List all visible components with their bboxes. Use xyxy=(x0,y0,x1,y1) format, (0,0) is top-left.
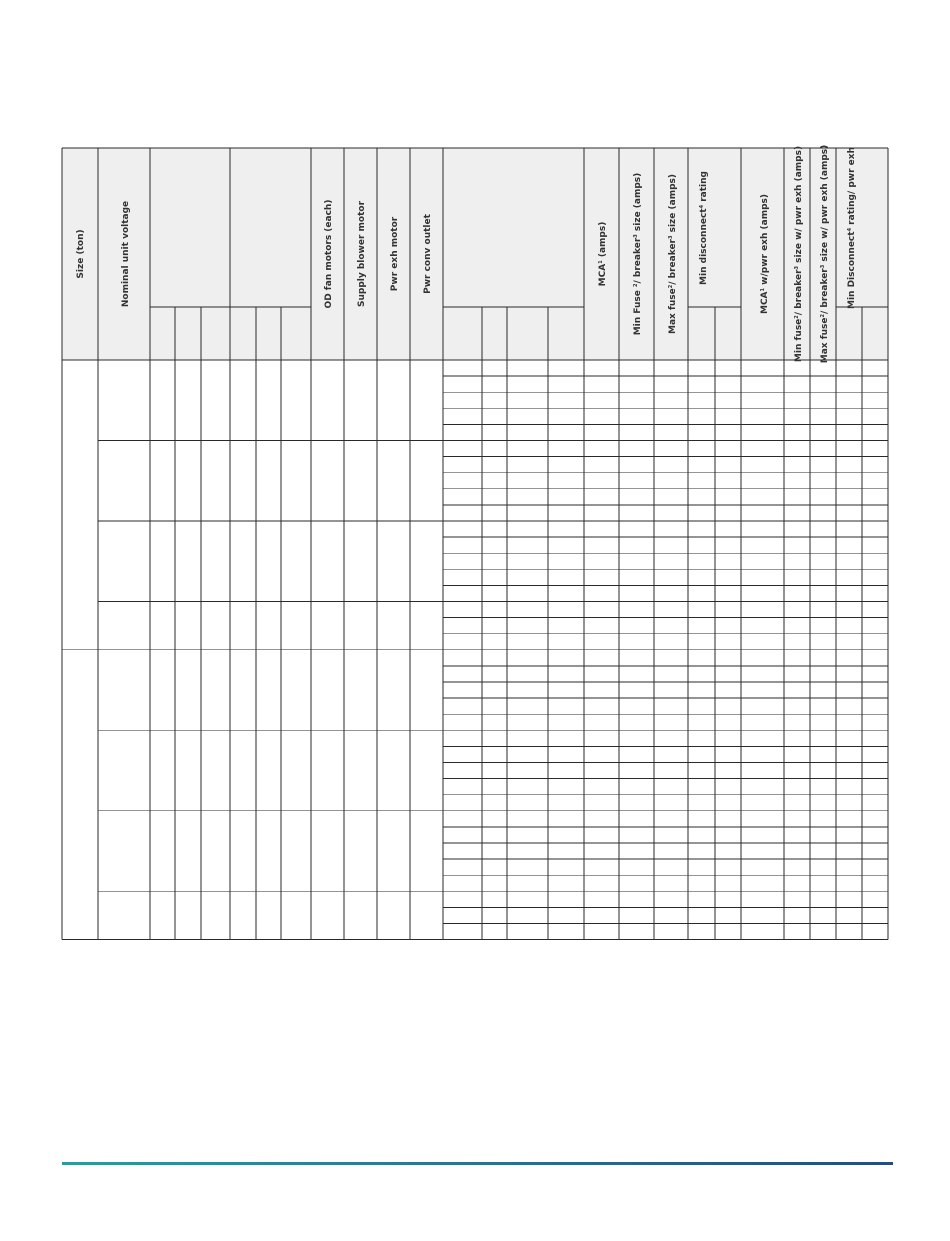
header-od-fan-motors-text: OD fan motors (each) xyxy=(324,199,334,309)
header-max-fuse-t2: / breaker xyxy=(668,239,678,285)
header-max-fuse-pwr-exh-t4: size w/ pwr exh (amps) xyxy=(820,144,830,265)
header-min-fuse-pwr-exh-t2: / breaker xyxy=(794,269,804,316)
header-min-disconnect-sup1: 4 xyxy=(699,204,705,209)
header-size-ton xyxy=(76,229,86,278)
header-min-disconnect-t0: Min disconnect xyxy=(699,208,709,285)
header-nominal-unit-voltage xyxy=(121,201,131,307)
header-pwr-conv-outlet-text: Pwr conv outlet xyxy=(423,214,433,294)
header-min-fuse-sup1: 2 xyxy=(633,283,639,287)
header-mca-t0: MCA xyxy=(598,263,608,287)
header-max-fuse-pwr-exh-sup1: 2 xyxy=(820,314,826,318)
header-mca-t2: (amps) xyxy=(598,221,608,261)
header-min-fuse-pwr-exh xyxy=(794,146,804,362)
header-max-fuse-pwr-exh-sup3: 3 xyxy=(820,264,826,269)
footer-gradient-rule xyxy=(62,1162,893,1165)
header-min-fuse-pwr-exh-t0: Min fuse xyxy=(794,318,804,363)
header-min-fuse-t2: / breaker xyxy=(633,237,643,284)
header-max-fuse-t0: Max fuse xyxy=(668,288,678,335)
header-max-fuse-t4: size (amps) xyxy=(668,173,678,236)
header-min-fuse-t0: Min Fuse xyxy=(633,286,643,336)
header-pwr-conv-outlet xyxy=(423,213,433,293)
header-max-fuse-pwr-exh-t2: / breaker xyxy=(820,268,830,315)
header-min-disconnect xyxy=(699,171,709,285)
header-min-disconnect-t2: rating xyxy=(699,171,709,205)
header-mca-sup1: 1 xyxy=(598,260,604,264)
header-max-fuse xyxy=(668,174,678,334)
header-od-fan-motors xyxy=(324,200,334,309)
header-supply-blower-motor xyxy=(357,200,367,307)
header-max-fuse-sup1: 2 xyxy=(668,284,674,289)
header-pwr-exh-motor-text: Pwr exh motor xyxy=(390,216,400,292)
header-min-fuse-sup3: 3 xyxy=(633,234,639,238)
header-max-fuse-pwr-exh xyxy=(820,145,830,364)
header-min-fuse-t4: size (amps) xyxy=(633,172,643,235)
header-min-fuse xyxy=(633,173,643,336)
header-min-disconnect-pwr-exh-sup1: 4 xyxy=(847,227,853,232)
header-max-fuse-sup3: 3 xyxy=(668,235,674,239)
header-min-disconnect-pwr-exh-t0: Min Disconnect xyxy=(847,231,857,310)
header-size-ton-text: Size (ton) xyxy=(76,229,86,279)
header-pwr-exh-motor xyxy=(390,216,400,291)
header-min-fuse-pwr-exh-sup3: 3 xyxy=(794,265,800,270)
header-min-fuse-pwr-exh-sup1: 2 xyxy=(794,315,800,319)
header-min-disconnect-pwr-exh xyxy=(847,147,857,309)
header-mca-pwr-exh-t0: MCA xyxy=(760,291,770,315)
header-mca-pwr-exh-t2: w/pwr exh (amps) xyxy=(760,193,770,288)
header-mca-pwr-exh-sup1: 1 xyxy=(760,287,766,292)
header-max-fuse-pwr-exh-t0: Max fuse xyxy=(820,317,830,364)
header-min-disconnect-pwr-exh-t2: rating/ pwr exh xyxy=(847,146,857,228)
header-nominal-unit-voltage-text: Nominal unit voltage xyxy=(121,200,131,308)
header-supply-blower-motor-text: Supply blower motor xyxy=(357,200,367,308)
header-mca-pwr-exh xyxy=(760,194,770,314)
header-mca xyxy=(598,222,608,287)
header-min-fuse-pwr-exh-t4: size w/ pwr exh (amps) xyxy=(794,145,804,266)
